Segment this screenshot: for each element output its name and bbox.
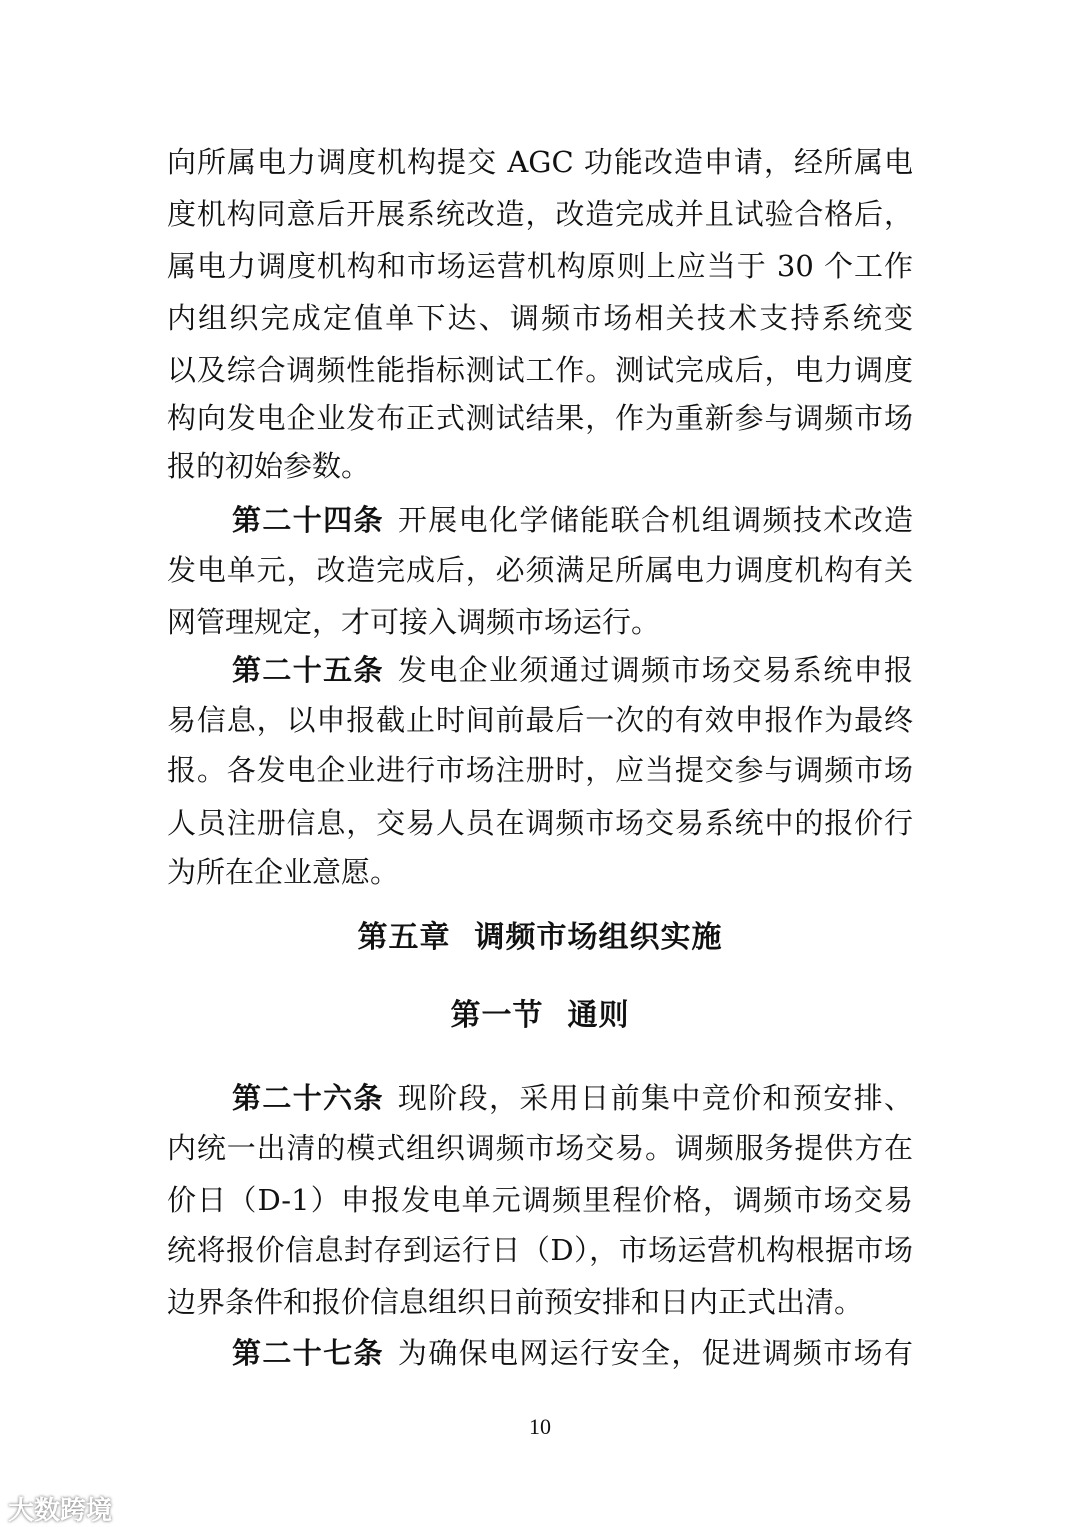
paragraph-line xyxy=(167,142,913,182)
watermark-logo: 大数跨境 xyxy=(8,1496,113,1526)
line-text: 人员注册信息，交易人员在调频市场交易系统中的报价行 xyxy=(167,806,913,840)
line-text: 内统一出清的模式组织调频市场交易。调频服务提供方在 xyxy=(167,1131,913,1165)
paragraph-line xyxy=(167,852,913,892)
line-text: 为确保电网运行安全，促进调频市场有 xyxy=(397,1336,913,1370)
line-text: 构向发电企业发布正式测试结果，作为重新参与调频市场 xyxy=(167,401,913,435)
article-number: 第二十七条 xyxy=(232,1336,384,1370)
paragraph-line xyxy=(232,1078,913,1118)
article-number: 第二十四条 xyxy=(232,503,384,537)
paragraph-line xyxy=(167,1180,913,1220)
line-text: 向所属电力调度机构提交 AGC 功能改造申请，经所属电 xyxy=(167,145,913,179)
paragraph-line xyxy=(232,650,913,690)
paragraph-line xyxy=(167,298,913,338)
line-text: 边界条件和报价信息组织日前预安排和日内正式出清。 xyxy=(167,1285,864,1319)
section-number: 第一节 xyxy=(450,998,544,1033)
paragraph-line xyxy=(167,446,913,486)
paragraph-line xyxy=(167,246,913,286)
paragraph-line xyxy=(167,194,913,234)
page-number: 10 xyxy=(529,1414,551,1439)
paragraph-line xyxy=(167,350,913,390)
paragraph-line xyxy=(167,398,913,438)
section-title: 通则 xyxy=(567,998,630,1033)
line-text: 报的初始参数。 xyxy=(167,449,371,483)
paragraph-line xyxy=(167,700,913,740)
article-number: 第二十五条 xyxy=(232,653,384,687)
chapter-heading xyxy=(0,918,1080,958)
chapter-title: 调频市场组织实施 xyxy=(474,920,723,955)
paragraph-line xyxy=(167,602,913,642)
line-text: 报。各发电企业进行市场注册时，应当提交参与调频市场 xyxy=(167,753,913,787)
paragraph-line xyxy=(232,1333,913,1373)
paragraph-line xyxy=(167,550,913,590)
line-text: 现阶段，采用日前集中竞价和预安排、 xyxy=(397,1081,913,1115)
line-text: 发电单元，改造完成后，必须满足所属电力调度机构有关 xyxy=(167,553,913,587)
paragraph-line xyxy=(167,1230,913,1270)
line-text: 以及综合调频性能指标测试工作。测试完成后，电力调度 xyxy=(167,353,913,387)
line-text: 易信息，以申报截止时间前最后一次的有效申报作为最终 xyxy=(167,703,913,737)
line-text: 属电力调度机构和市场运营机构原则上应当于 30 个工作 xyxy=(167,249,913,283)
paragraph-line xyxy=(167,803,913,843)
line-text: 度机构同意后开展系统改造，改造完成并且试验合格后， xyxy=(167,197,913,231)
line-text: 发电企业须通过调频市场交易系统申报 xyxy=(397,653,913,687)
line-text: 价日（D-1）申报发电单元调频里程价格，调频市场交易 xyxy=(167,1183,913,1217)
line-text: 内组织完成定值单下达、调频市场相关技术支持系统变 xyxy=(167,301,913,335)
paragraph-line xyxy=(167,1128,913,1168)
paragraph-line xyxy=(167,1282,913,1322)
article-number: 第二十六条 xyxy=(232,1081,384,1115)
section-heading xyxy=(0,996,1080,1036)
line-text: 为所在企业意愿。 xyxy=(167,855,400,889)
paragraph-line xyxy=(167,750,913,790)
line-text: 网管理规定，才可接入调频市场运行。 xyxy=(167,605,661,639)
paragraph-line xyxy=(232,500,913,540)
line-text: 开展电化学储能联合机组调频技术改造 xyxy=(397,503,913,537)
chapter-number: 第五章 xyxy=(357,920,451,955)
line-text: 统将报价信息封存到运行日（D），市场运营机构根据市场 xyxy=(167,1233,913,1267)
